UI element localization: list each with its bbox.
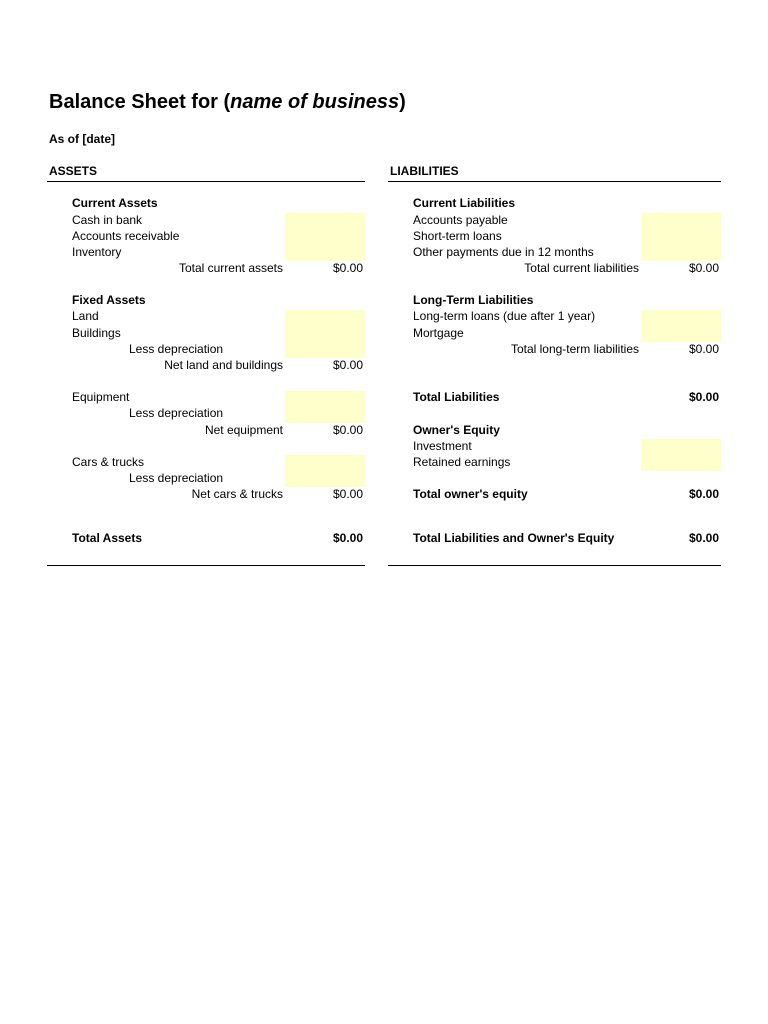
cars-row: Cars & trucks	[72, 455, 145, 469]
fixed-assets-heading: Fixed Assets	[72, 293, 146, 307]
total-current-liabilities-row: Total current liabilities $0.00	[524, 261, 719, 275]
page-title: Balance Sheet for (name of business)	[49, 91, 406, 113]
as-of-date: As of [date]	[49, 132, 115, 146]
grand-total-row: Total Liabilities and Owner's Equity $0.00	[413, 531, 719, 545]
longterm-heading: Long-Term Liabilities	[413, 293, 534, 307]
divider	[388, 181, 721, 182]
buildings-row: Buildings	[72, 326, 121, 340]
divider	[47, 181, 365, 182]
land-row: Land	[72, 309, 99, 323]
other-payments-row: Other payments due in 12 months	[413, 245, 594, 259]
less-depreciation-row: Less depreciation	[129, 342, 224, 356]
net-cars-row: Net cars & trucks $0.00	[191, 487, 363, 501]
longterm-loans-row: Long-term loans (due after 1 year)	[413, 309, 596, 323]
less-depreciation-row: Less depreciation	[129, 406, 224, 420]
divider	[47, 565, 365, 566]
total-assets-row: Total Assets $0.00	[72, 531, 363, 545]
investment-row: Investment	[413, 439, 472, 453]
total-longterm-row: Total long-term liabilities $0.00	[510, 342, 719, 356]
total-liabilities-row: Total Liabilities $0.00	[413, 390, 719, 404]
less-depreciation-row: Less depreciation	[129, 471, 224, 485]
equipment-row: Equipment	[72, 390, 130, 404]
receivable-row: Accounts receivable	[72, 229, 180, 243]
total-current-assets-row: Total current assets $0.00	[178, 261, 363, 275]
short-term-row: Short-term loans	[413, 229, 502, 243]
net-land-row: Net land and buildings $0.00	[164, 358, 363, 372]
assets-heading: ASSETS	[49, 164, 98, 178]
liabilities-heading: LIABILITIES	[390, 164, 459, 178]
net-equipment-row: Net equipment $0.00	[204, 423, 363, 437]
business-name: name of business	[230, 91, 400, 113]
retained-row: Retained earnings	[413, 455, 511, 469]
current-assets-heading: Current Assets	[72, 196, 158, 210]
inventory-row: Inventory	[72, 245, 122, 259]
mortgage-row: Mortgage	[413, 326, 464, 340]
payable-row: Accounts payable	[413, 213, 508, 227]
cash-row: Cash in bank	[72, 213, 143, 227]
total-equity-row: Total owner's equity $0.00	[413, 487, 719, 501]
equity-heading: Owner's Equity	[413, 423, 500, 437]
current-liabilities-heading: Current Liabilities	[413, 196, 516, 210]
divider	[388, 565, 721, 566]
